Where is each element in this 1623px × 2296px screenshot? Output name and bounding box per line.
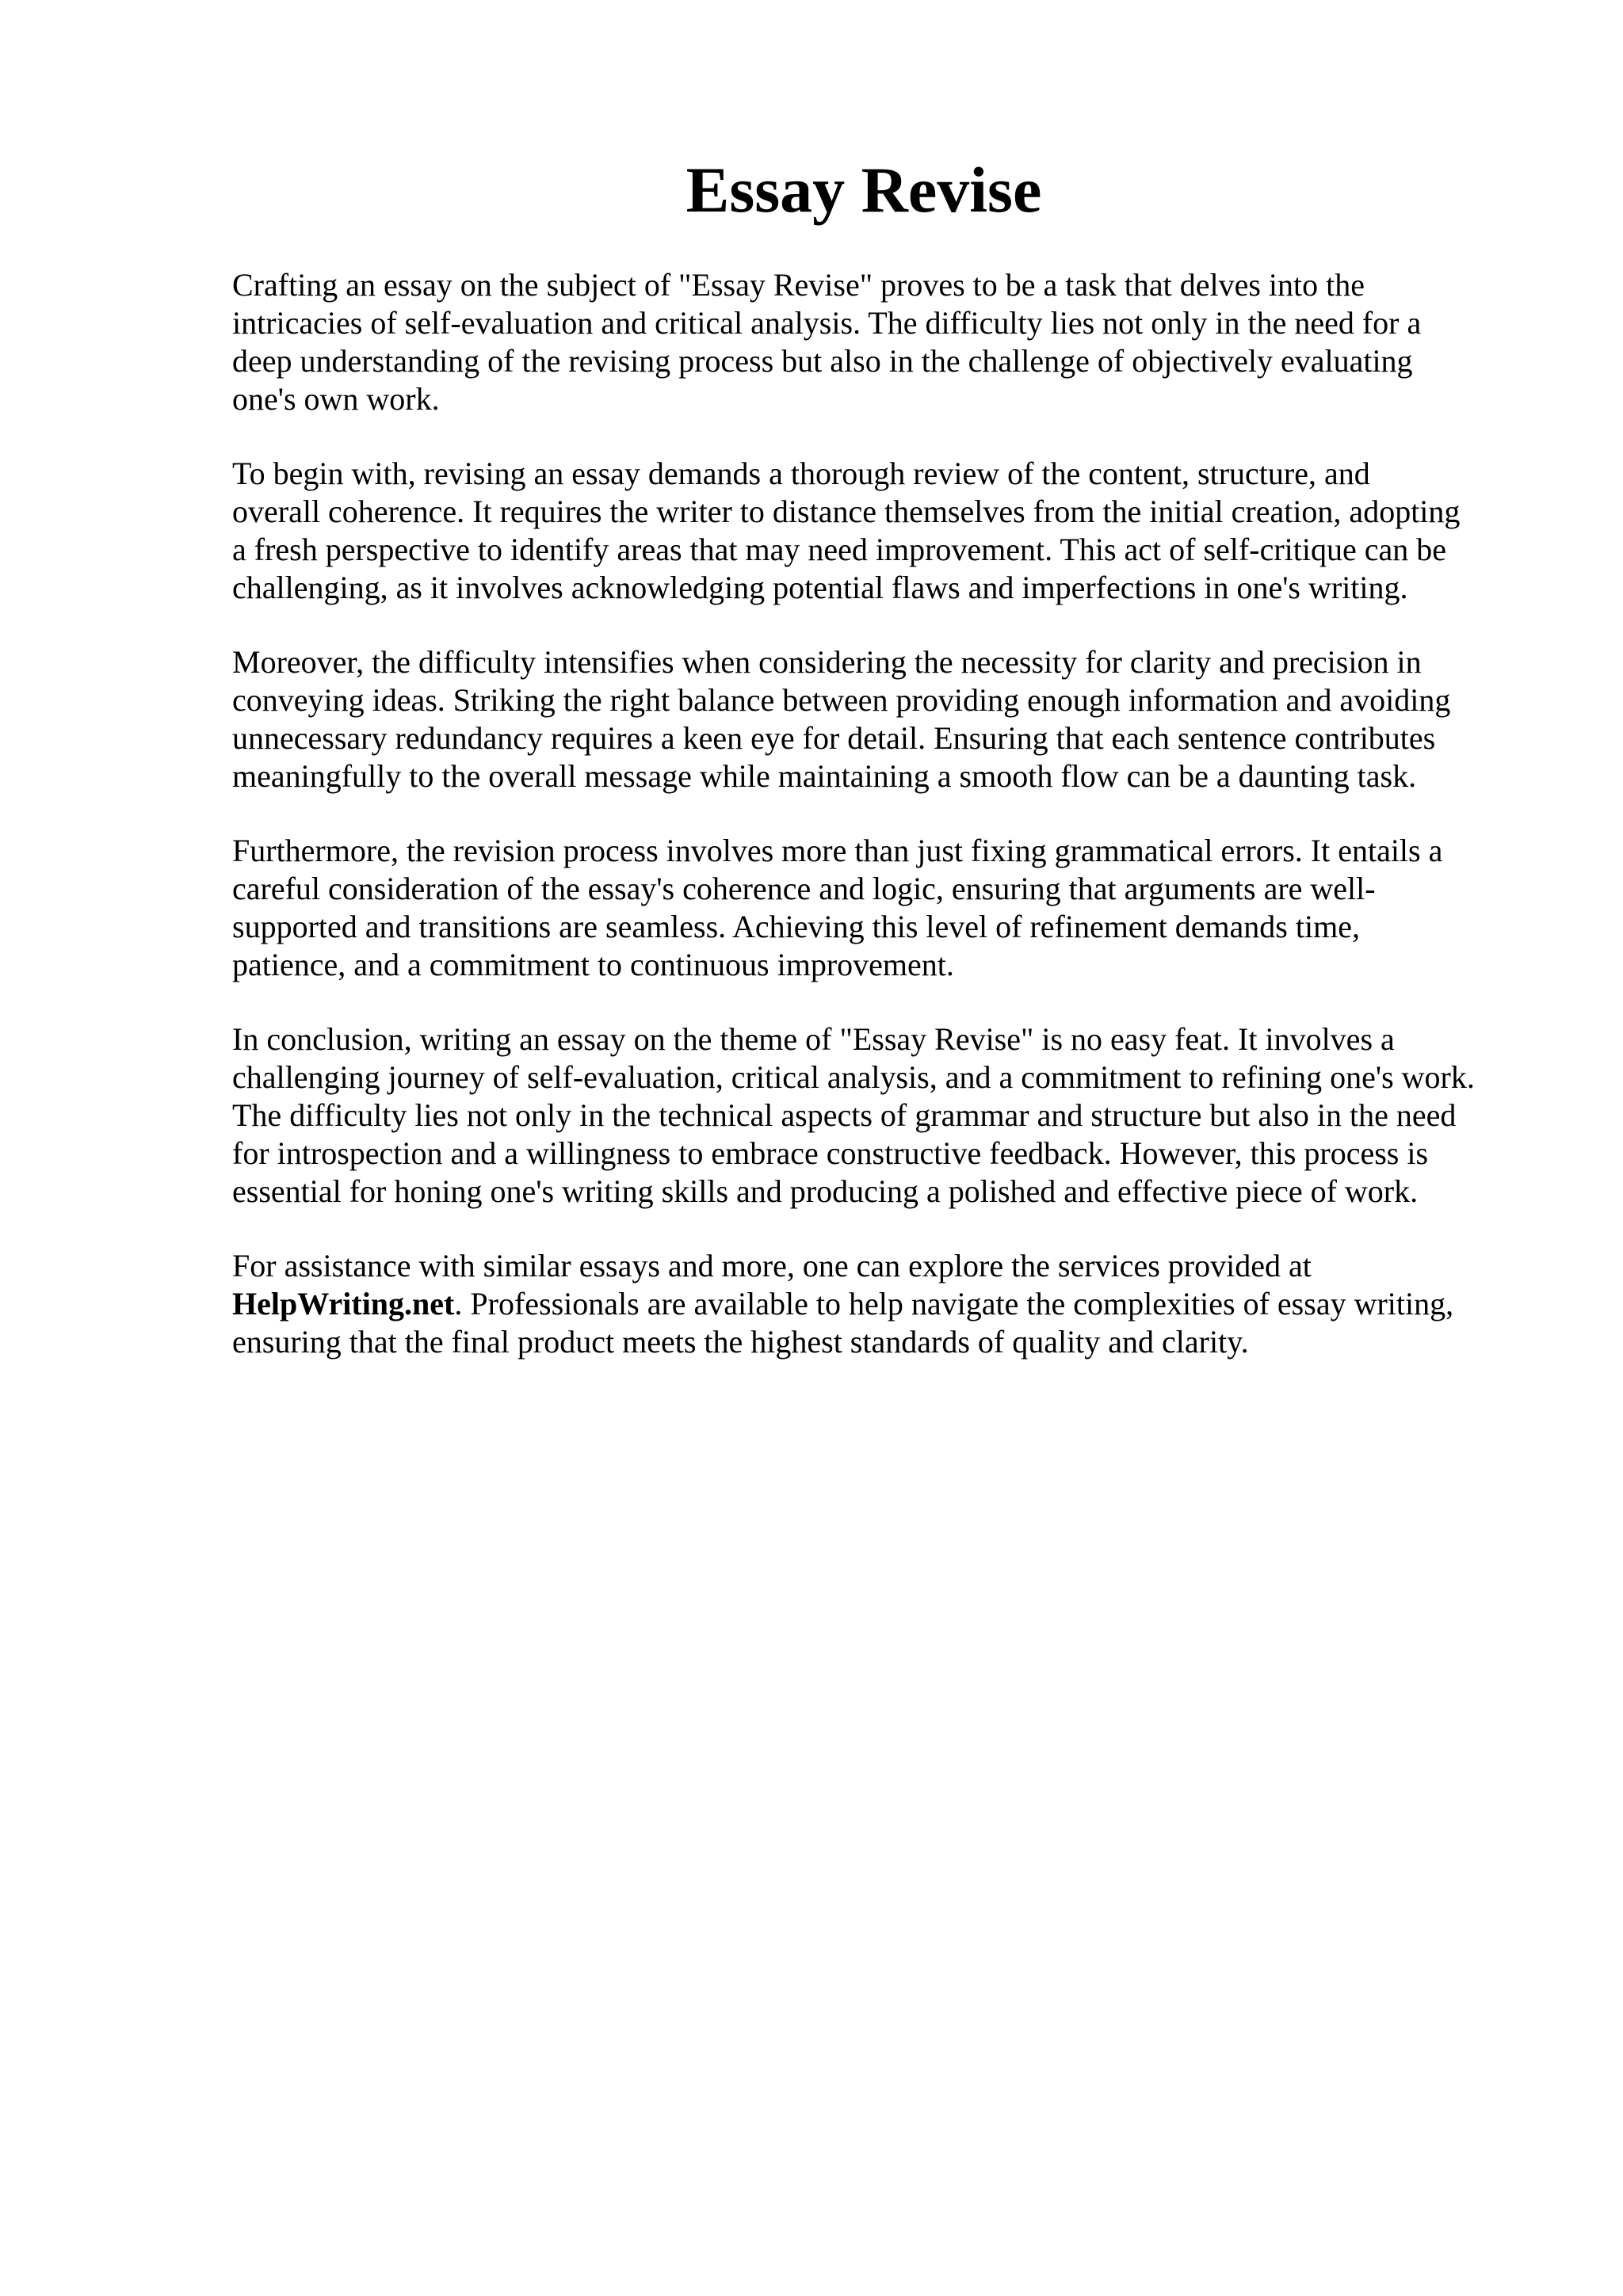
text-line: meaningfully to the overall message while maintaining a smooth flow can be a daunting task. <box>232 758 1417 794</box>
text-line: a fresh perspective to identify areas that may need improvement. This act of self-critique can be <box>232 532 1446 567</box>
text-line <box>232 1285 1532 1323</box>
text-line: for introspection and a willingness to embrace constructive feedback. However, this process is <box>232 1135 1429 1171</box>
brand-name: HelpWriting.net <box>232 1286 455 1322</box>
text-line: For assistance with similar essays and more, one can explore the services provided at <box>232 1248 1312 1283</box>
paragraph-5 <box>232 1020 1532 1211</box>
text-line: unnecessary redundancy requires a keen eye for detail. Ensuring that each sentence contributes <box>232 720 1436 756</box>
text-line: conveying ideas. Striking the right balance between providing enough information and avoiding <box>232 682 1451 718</box>
text-line: challenging, as it involves acknowledging potential flaws and imperfections in one's writing. <box>232 570 1408 605</box>
text-line: intricacies of self-evaluation and critical analysis. The difficulty lies not only in the need for a <box>232 305 1422 341</box>
paragraph-1 <box>232 266 1532 418</box>
text-line: overall coherence. It requires the writer to distance themselves from the initial creation, adopting <box>232 494 1461 529</box>
text-line: one's own work. <box>232 381 440 417</box>
text-line: deep understanding of the revising process but also in the challenge of objectively evaluating <box>232 343 1413 379</box>
text-line: Crafting an essay on the subject of "Essay Revise" proves to be a task that delves into the <box>232 267 1365 303</box>
text-line: challenging journey of self-evaluation, critical analysis, and a commitment to refining one's work. <box>232 1059 1475 1095</box>
text-line: supported and transitions are seamless. Achieving this level of refinement demands time, <box>232 909 1360 944</box>
text-line: careful consideration of the essay's coherence and logic, ensuring that arguments are well- <box>232 871 1376 906</box>
text-line: In conclusion, writing an essay on the theme of "Essay Revise" is no easy feat. It involves a <box>232 1021 1395 1057</box>
text-line: essential for honing one's writing skills and producing a polished and effective piece of work. <box>232 1173 1419 1209</box>
closing-paragraph <box>232 1247 1532 1361</box>
text-line: patience, and a commitment to continuous improvement. <box>232 947 954 982</box>
paragraph-3 <box>232 643 1532 795</box>
text-line: ensuring that the final product meets the highest standards of quality and clarity. <box>232 1324 1249 1360</box>
text-line: The difficulty lies not only in the technical aspects of grammar and structure but also in the need <box>232 1097 1457 1133</box>
page-title: Essay Revise <box>685 154 1042 226</box>
paragraph-2 <box>232 455 1532 607</box>
text-line: Furthermore, the revision process involves more than just fixing grammatical errors. It entails a <box>232 833 1443 868</box>
paragraph-4 <box>232 832 1532 984</box>
text-line: Moreover, the difficulty intensifies when considering the necessity for clarity and precision in <box>232 644 1422 680</box>
essay-body <box>232 266 1532 1398</box>
closing-line-2-rest: . Professionals are available to help navigate the complexities of essay writing, <box>454 1286 1454 1322</box>
text-line: To begin with, revising an essay demands a thorough review of the content, structure, and <box>232 456 1370 491</box>
